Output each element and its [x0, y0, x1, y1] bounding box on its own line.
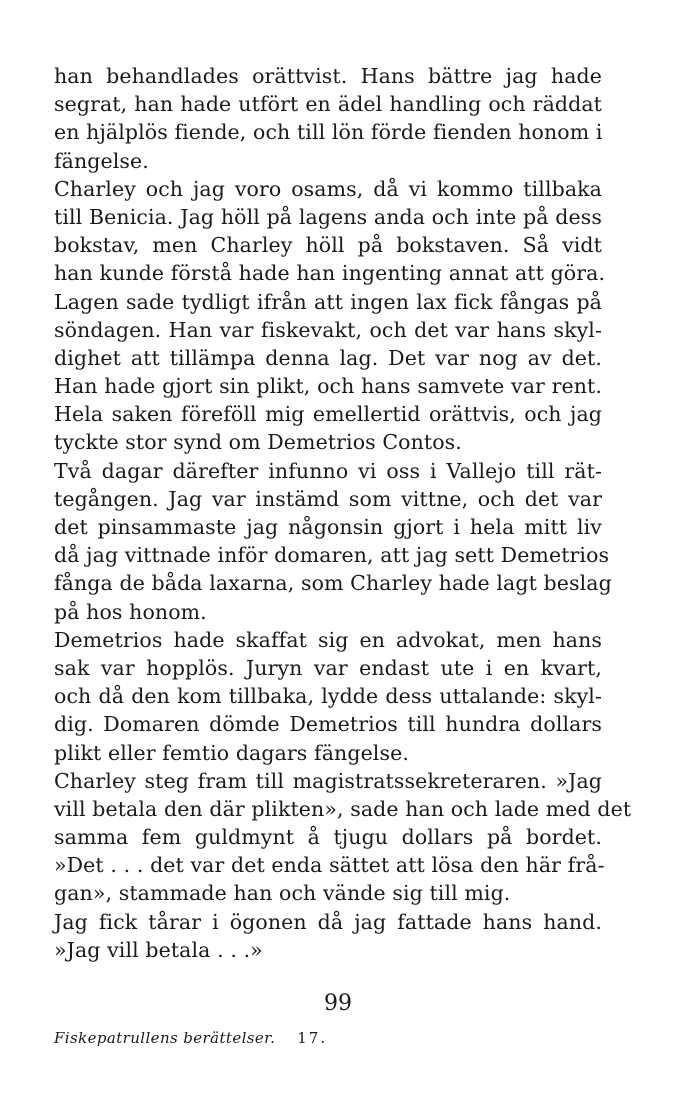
text-line: Han hade gjort sin plikt, och hans samvete var rent.	[54, 374, 602, 399]
printer-signature	[54, 1028, 327, 1048]
text-line: Två dagar därefter infunno vi oss i Vallejo till rät-	[54, 458, 602, 483]
text-line: Demetrios hade skaffat sig en advokat, men hans	[54, 627, 602, 652]
text-line: då jag vittnade inför domaren, att jag sett Demetrios	[54, 543, 610, 568]
text-line: Lagen sade tydligt ifrån att ingen lax fick fångas på	[54, 289, 602, 314]
text-line: Charley steg fram till magistratssekreteraren. »Jag	[54, 768, 602, 793]
text-line: det pinsammaste jag någonsin gjort i hela mitt liv	[54, 515, 602, 539]
text-line: gan», stammade han och vände sig till mig.	[54, 881, 511, 906]
text-line: segrat, han hade utfört en ädel handling och räddat	[54, 92, 602, 117]
text-line: fånga de båda laxarna, som Charley hade lagt beslag	[54, 571, 612, 596]
text-line: »Det . . . det var det enda sättet att lösa den här frå-	[54, 853, 605, 878]
text-line: sak var hopplös. Juryn var endast ute i en kvart,	[54, 655, 602, 680]
text-line: och då den kom tillbaka, lydde dess uttalande: skyl-	[54, 684, 602, 709]
text-line: fängelse.	[54, 148, 149, 173]
text-line: till Benicia. Jag höll på lagens anda och inte på dess	[54, 204, 602, 229]
text-line: söndagen. Han var fiskevakt, och det var hans skyl-	[54, 317, 602, 342]
text-line: tegången. Jag var instämd som vittne, och det var	[54, 486, 602, 511]
text-line: han kunde förstå hade han ingenting annat att göra.	[54, 261, 606, 286]
text-line: »Jag vill betala . . .»	[54, 937, 263, 962]
text-line: han behandlades orättvist. Hans bättre jag hade	[54, 64, 602, 88]
text-line: Charley och jag voro osams, då vi kommo tillbaka	[54, 176, 602, 201]
text-line: vill betala den där plikten», sade han och lade med det	[54, 796, 632, 821]
body-text	[54, 62, 632, 964]
text-line: dig. Domaren dömde Demetrios till hundra dollars	[54, 712, 602, 737]
text-line: på hos honom.	[54, 599, 207, 624]
signature-sheet-number: 17.	[297, 1029, 328, 1047]
text-line: plikt eller femtio dagars fängelse.	[54, 740, 409, 765]
text-line: Jag fick tårar i ögonen då jag fattade hans hand.	[54, 909, 602, 934]
text-line: Hela saken föreföll mig emellertid orättvis, och jag	[54, 402, 602, 427]
text-line: dighet att tillämpa denna lag. Det var nog av det.	[54, 345, 602, 370]
text-line: tyckte stor synd om Demetrios Contos.	[54, 430, 462, 455]
signature-title: Fiskepatrullens berättelser.	[54, 1029, 276, 1047]
text-line: bokstav, men Charley höll på bokstaven. Så vidt	[54, 233, 602, 258]
text-line: en hjälplös fiende, och till lön förde fienden honom i	[54, 120, 603, 145]
page-number: 99	[324, 991, 352, 1016]
text-line: samma fem guldmynt å tjugu dollars på bordet.	[54, 825, 602, 850]
